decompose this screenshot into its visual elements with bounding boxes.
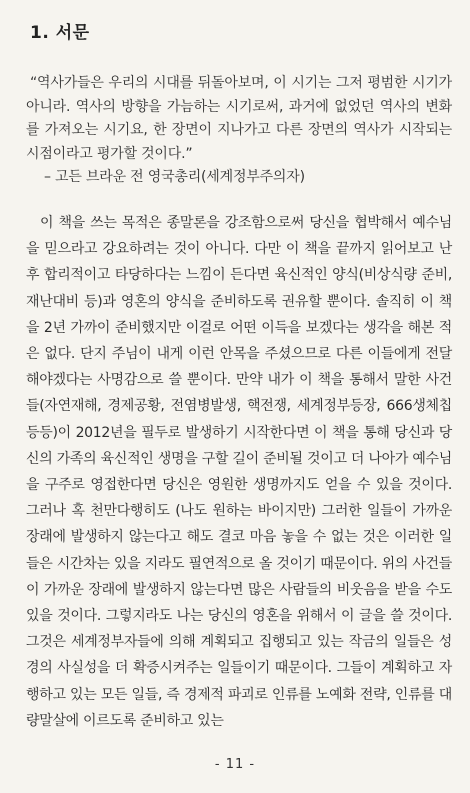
- epigraph: [26, 72, 452, 190]
- body-text: [26, 210, 452, 734]
- epigraph-attribution: – 고든 브라운 전 영국총리(세계정부주의자): [44, 169, 305, 186]
- epigraph-quote: “역사가들은 우리의 시대를 뒤돌아보며, 이 시기는 그저 평범한 시기가 아니라. 역사의 방향을 가늠하는 시기로써, 과거에 없었던 역사의 변화를 가져오는 시기요, 한 장면이 지나가고 다른 장면의 역사가 시작되는 시점이라고 평가할 것이다.”: [26, 75, 452, 162]
- section-title: 1. 서문: [30, 23, 90, 43]
- body-paragraph: 이 책을 쓰는 목적은 종말론을 강조함으로써 당신을 협박해서 예수님을 믿으라고 강요하려는 것이 아니다. 다만 이 책을 끝까지 읽어보고 난 후 합리적이고 타당하다는 느낌이 든다면 육신적인 양식(비상식량 준비, 재난대비 등)과 영혼의 양식을 준비하도록 권유할 뿐이다. 솔직히 이 책을 2년 가까이 준비했지만 이걸로 어떤 이득을 보겠다는 생각을 해본 적은 없다. 단지 주님이 내게 이런 안목을 주셨으므로 다른 이들에게 전달해야겠다는 사명감으로 쓸 뿐이다. 만약 내가 이 책을 통해서 말한 사건들(자연재해, 경제공황, 전염병발생, 핵전쟁, 세계정부등장, 666생체칩 등등)이 2012년을 필두로 발생하기 시작한다면 이 책을 통해 당신과 당신의 가족의 육신적인 생명을 구할 길이 준비될 것이고 더 나아가 예수님을 구주로 영접한다면 당신은 영원한 생명까지도 얻을 수 있을 것이다. 그러나 혹 천만다행히도 (나도 원하는 바이지만) 그러한 일들이 가까운 장래에 발생하지 않는다고 해도 결코 마음 놓을 수 없는 것은 이러한 일들은 시간차는 있을 지라도 필연적으로 올 것이기 때문이다. 위의 사건들이 가까운 장래에 발생하지 않는다면 많은 사람들의 비웃음을 받을 수도 있을 것이다. 그렇지라도 나는 당신의 영혼을 위해서 이 글을 쓸 것이다. 그것은 세계정부자들에 의해 계획되고 집행되고 있는 작금의 일들은 성경의 사실성을 더 확증시켜주는 일들이기 때문이다. 그들이 계획하고 자행하고 있는 모든 일들, 즉 경제적 파괴로 인류를 노예화 전략, 인류를 대량말살에 이르도록 준비하고 있는: [26, 215, 452, 729]
- page-number: - 11 -: [214, 757, 256, 772]
